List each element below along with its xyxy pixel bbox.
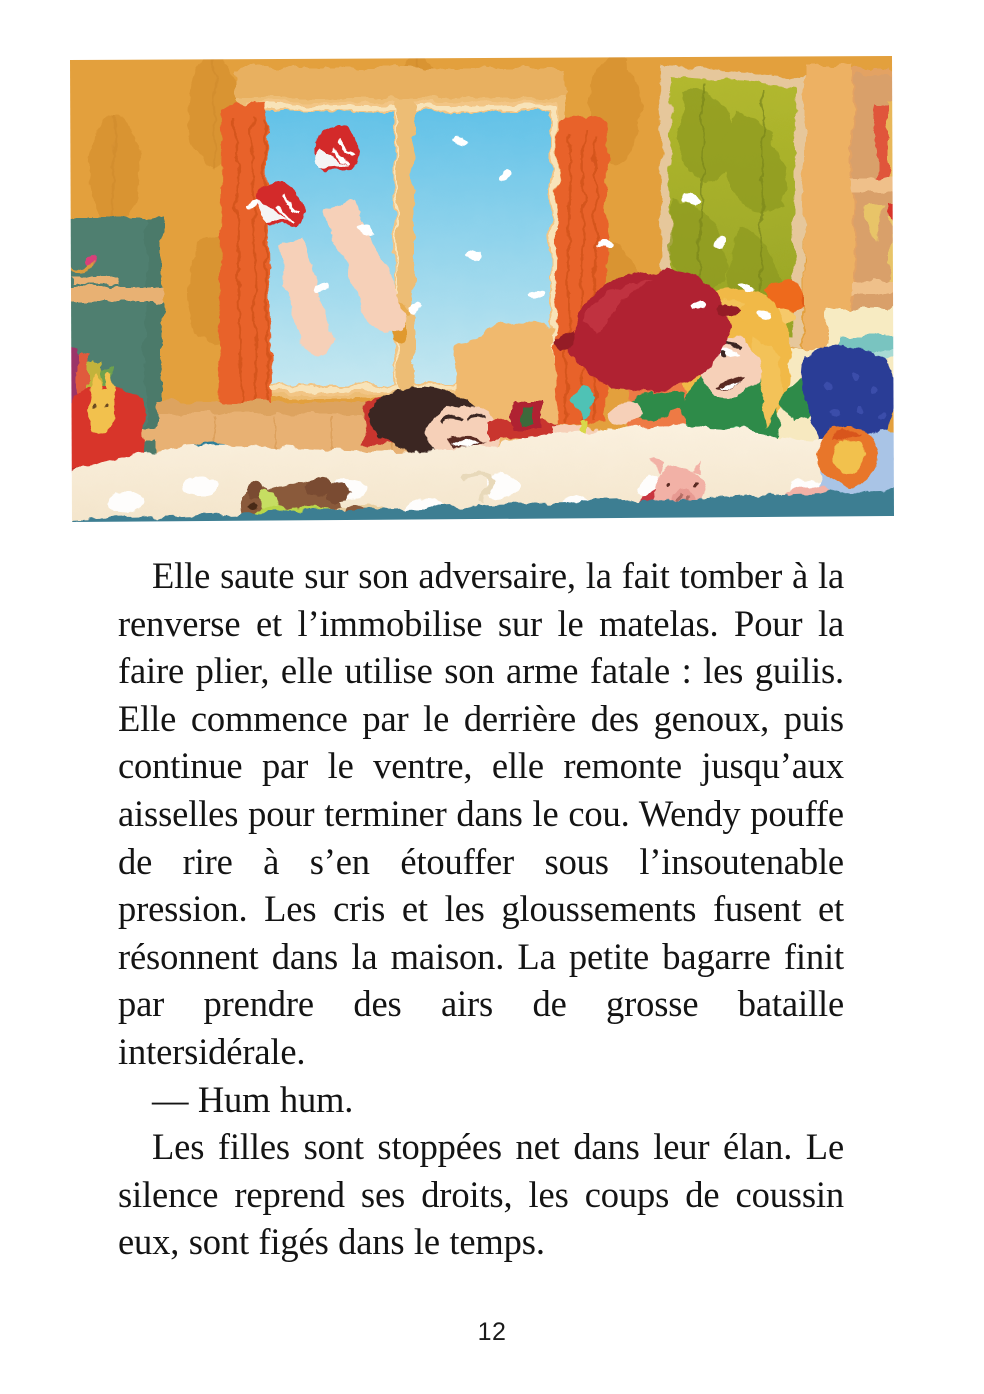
curtain-left	[218, 102, 272, 440]
page-number: 12	[477, 1318, 507, 1346]
teddy-bear	[241, 478, 352, 534]
books-right-top	[876, 98, 898, 178]
paragraph-2-dialogue: — Hum hum.	[152, 1078, 354, 1120]
paragraph-1: Elle saute sur son adversaire, la fait tomber à la renverse et l’immobilise sur le matelas. Pour la faire plier, elle utilise son arme fatale : les guilis. Elle commence par le derrière des genoux, puis continue par le ventre, elle remonte jusqu’aux aisselles pour terminer dans le cou. Wendy pouffe de rire à s’en étouffer sous l’insoutenable pression. Les cris et les gloussements fusent et résonnent dans la maison. La petite bagarre finit par prendre des airs de grosse bataille intersidérale.	[118, 555, 844, 1072]
ball	[818, 426, 878, 486]
pillow-fight-illustration	[64, 50, 898, 536]
paragraph-3: Les filles sont stoppées net dans leur élan. Le silence reprend ses droits, les coups de coussin eux, sont figés dans le temps.	[118, 1126, 844, 1263]
illustration-canvas	[64, 50, 898, 536]
page-body-text	[118, 552, 844, 1266]
books-right-mid	[890, 210, 898, 280]
